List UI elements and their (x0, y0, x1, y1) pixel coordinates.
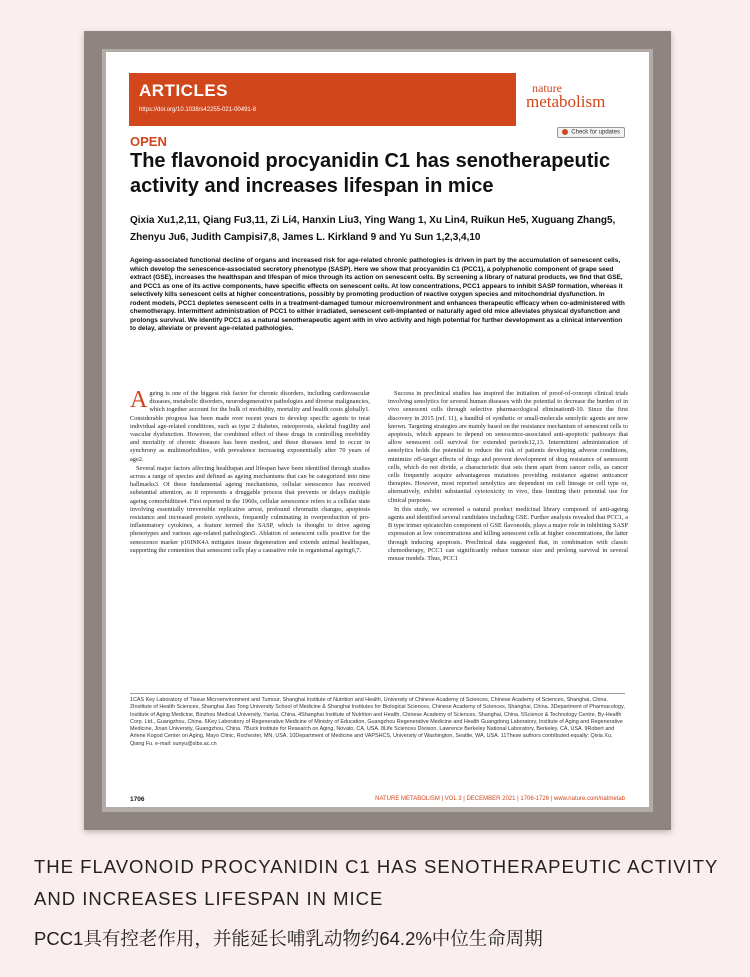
drop-cap: A (130, 387, 148, 413)
authors-line-1: Qixia Xu1,2,11, Qiang Fu3,11, Zi Li4, Hanxin Liu3, Ying Wang 1, Xu Lin4, Ruikun He5, Xuguang Zhang5, (130, 215, 616, 226)
body-column-right (388, 390, 628, 564)
right-paragraph-2: In this study, we screened a natural product medicinal library composed of anti-ageing agents and identified several candidates including GSE. Further analysis revealed that PCC1, a B type trimer epicatechin component of GSE flavonoids, plays a major role in inhibiting SASP expression at low concentrations and killing senescent cells at higher concentrations, the latter through inducing apoptosis. Preclinical data suggested that, in combination with classic chemotherapy, PCC1 can significantly reduce tumour size and prolong survival in several mouse models. Thus, PCC1 (388, 505, 628, 563)
crossmark-icon (562, 129, 568, 135)
check-updates-label: Check for updates (571, 129, 620, 136)
page-number: 1706 (130, 796, 145, 803)
logo-line1: nature (532, 81, 562, 95)
left-paragraph-2: Several major factors affecting healthspan and lifespan have been identified through studies across a range of species and defined as ageing mechanisms that can be categorized into nine hallmarks3. Of these fundamental ageing mechanisms, cellular senescence has received substantial attention, as it represents a druggable process that prevents or delays multiple ageing comorbidities4. First reported in the 1960s, cellular senescence refers to a cellular state involving essentially irreversible replicative arrest, profound chromatin changes, apoptosis resistance and increased protein synthesis, frequently culminating in overproduction of pro-inflammatory cytokines, a feature termed the SASP, which is thought to drive ageing phenotypes and various age-related pathologies5. Ablation of senescent cells positive for the senescence marker p16INK4A mitigates tissue degeneration and extends animal healthspan, supporting the contention that senescent cells play a causative role in organismal ageing6,7. (130, 464, 370, 554)
caption-chinese: PCC1具有控老作用，并能延长哺乳动物约64.2%中位生命周期 (34, 928, 543, 949)
journal-logo (516, 73, 626, 126)
check-updates-badge (557, 127, 625, 138)
footnote-divider (130, 693, 625, 694)
left-paragraph-1: geing is one of the biggest risk factor for chronic disorders, including cardiovascular diseases, metabolic disorders, neurodegenerative pathologies and diverse malignancies, which together account for the bulk of morbidity, mortality and health costs globally1. Considerable progress has been made over recent years to develop specific agents to treat individual age-related conditions, such as type 2 diabetes, osteoporosis, skeletal fragility and vascular dysfunction. However, the combined effect of these drugs in controlling morbidity and mortality of chronic diseases has been modest, and these diseases tend to occur in synchrony as multimorbidities, with prevalence increasing exponentially after 70 years of age2. (130, 390, 370, 463)
header-label: ARTICLES (139, 81, 228, 100)
body-column-left (130, 387, 370, 556)
open-access-label: OPEN (130, 134, 167, 149)
journal-footer: NATURE METABOLISM | VOL 3 | DECEMBER 2021 | 1706-1726 | www.nature.com/natmetab (375, 796, 625, 802)
authors-line-2: Zhenyu Ju6, Judith Campisi7,8, James L. Kirkland 9 and Yu Sun 1,2,3,4,10 (130, 232, 481, 243)
header-banner (129, 73, 626, 126)
right-paragraph-1: Success in preclinical studies has inspired the initiation of proof-of-concept clinical trials involving senolytics for several human diseases with the potential to decrease the burden of in vivo senescent cells through selective pharmacological elimination8-10. Since the first discovery in 2015 (ref. 11), a handful of synthetic or small-molecule senolytic agents are now known. Targeting strategies are mainly based on the resistance mechanism of senescent cells to apoptosis, which appears to depend on senescence-associated anti-apoptotic pathways that allow senescent cell survival for extended periods12,13. Intermittent administration of senolytics holds the potential to reduce the risk of patients developing adverse conditions, minimize off-target effects of drugs and prevent development of drug resistance of senescent cells, which do not divide, a characteristic that sets them apart from cancer cells, as cancer cells frequently acquire advantageous mutations providing resistance against anticancer therapies. However, most reported senolytics are dependent on cell lineage or cell type or, alternatively, exhibit substantial cytotoxicity in vivo, thus limiting their potential use for clinical purposes. (388, 390, 628, 504)
doi-link: https://doi.org/10.1038/s42255-021-00491-8 (139, 107, 257, 113)
logo-line2: metabolism (526, 92, 606, 111)
caption-english: THE FLAVONOID PROCYANIDIN C1 HAS SENOTHERAPEUTIC ACTIVITY AND INCREASES LIFESPAN IN MICE (34, 856, 719, 909)
article-page (106, 52, 649, 807)
author-list (130, 212, 625, 246)
affiliations-footnote: 1CAS Key Laboratory of Tissue Microenvironment and Tumour, Shanghai Institute of Nutrition and Health, University of Chinese Academy of Sciences, Chinese Academy of Sciences, Shanghai, China. 2Institute of Health Sciences, Shanghai Jiao Tong University School of Medicine & Shanghai Institutes for Biological Sciences, Chinese Academy of Sciences, Shanghai, China. 3Department of Pharmacology, Institute of Aging Medicine, Binzhou Medical University, Yantai, China. 4Shanghai Institute of Nutrition and Health, Chinese Academy of Sciences, Shanghai, China. 5Science & Technology Centre, By-Health Corp. Ltd., Guangzhou, China. 6Key Laboratory of Regenerative Medicine of Ministry of Education, Guangzhou Regenerative Medicine and Health Guangdong Laboratory, Institute of Aging and Regenerative Medicine, Jinan University, Guangzhou, China. 7Buck Institute for Research on Aging, Novato, CA, USA. 8Life Sciences Division, Lawrence Berkeley National Laboratory, Berkeley, CA, USA. 9Robert and Arlene Kogod Center on Aging, Mayo Clinic, Rochester, MN, USA. 10Department of Medicine and VAPSHCS, University of Washington, Seattle, WA, USA. 11These authors contributed equally: Qixia Xu, Qiang Fu. e-mail: sunyu@sibs.ac.cn (130, 697, 625, 747)
abstract: Ageing-associated functional decline of organs and increased risk for age-related chronic pathologies is driven in part by the accumulation of senescent cells, which develop the senescence-associated secretory phenotype (SASP). Here we show that procyanidin C1 (PCC1), a polyphenolic component of grape seed extract (GSE), increases the healthspan and lifespan of mice through its action on senescent cells. By screening a library of natural products, we find that GSE, and PCC1 as one of its active components, have specific effects on senescent cells. At low concentrations, PCC1 appears to inhibit SASP formation, whereas it selectively kills senescent cells at higher concentrations, possibly by promoting production of reactive oxygen species and mitochondrial dysfunction. In rodent models, PCC1 depletes senescent cells in a treatment-damaged tumour microenvironment and enhances therapeutic efficacy when co-administered with chemotherapy. Intermittent administration of PCC1 to either irradiated, senescent cell-implanted or naturally aged old mice alleviates physical dysfunction and prolongs survival. We identify PCC1 as a natural senotherapeutic agent with in vivo activity and high potential for further development as a clinical intervention to delay, alleviate or prevent age-related pathologies. (130, 257, 625, 332)
article-title: The flavonoid procyanidin C1 has senotherapeutic activity and increases lifespan in mice (130, 150, 611, 197)
